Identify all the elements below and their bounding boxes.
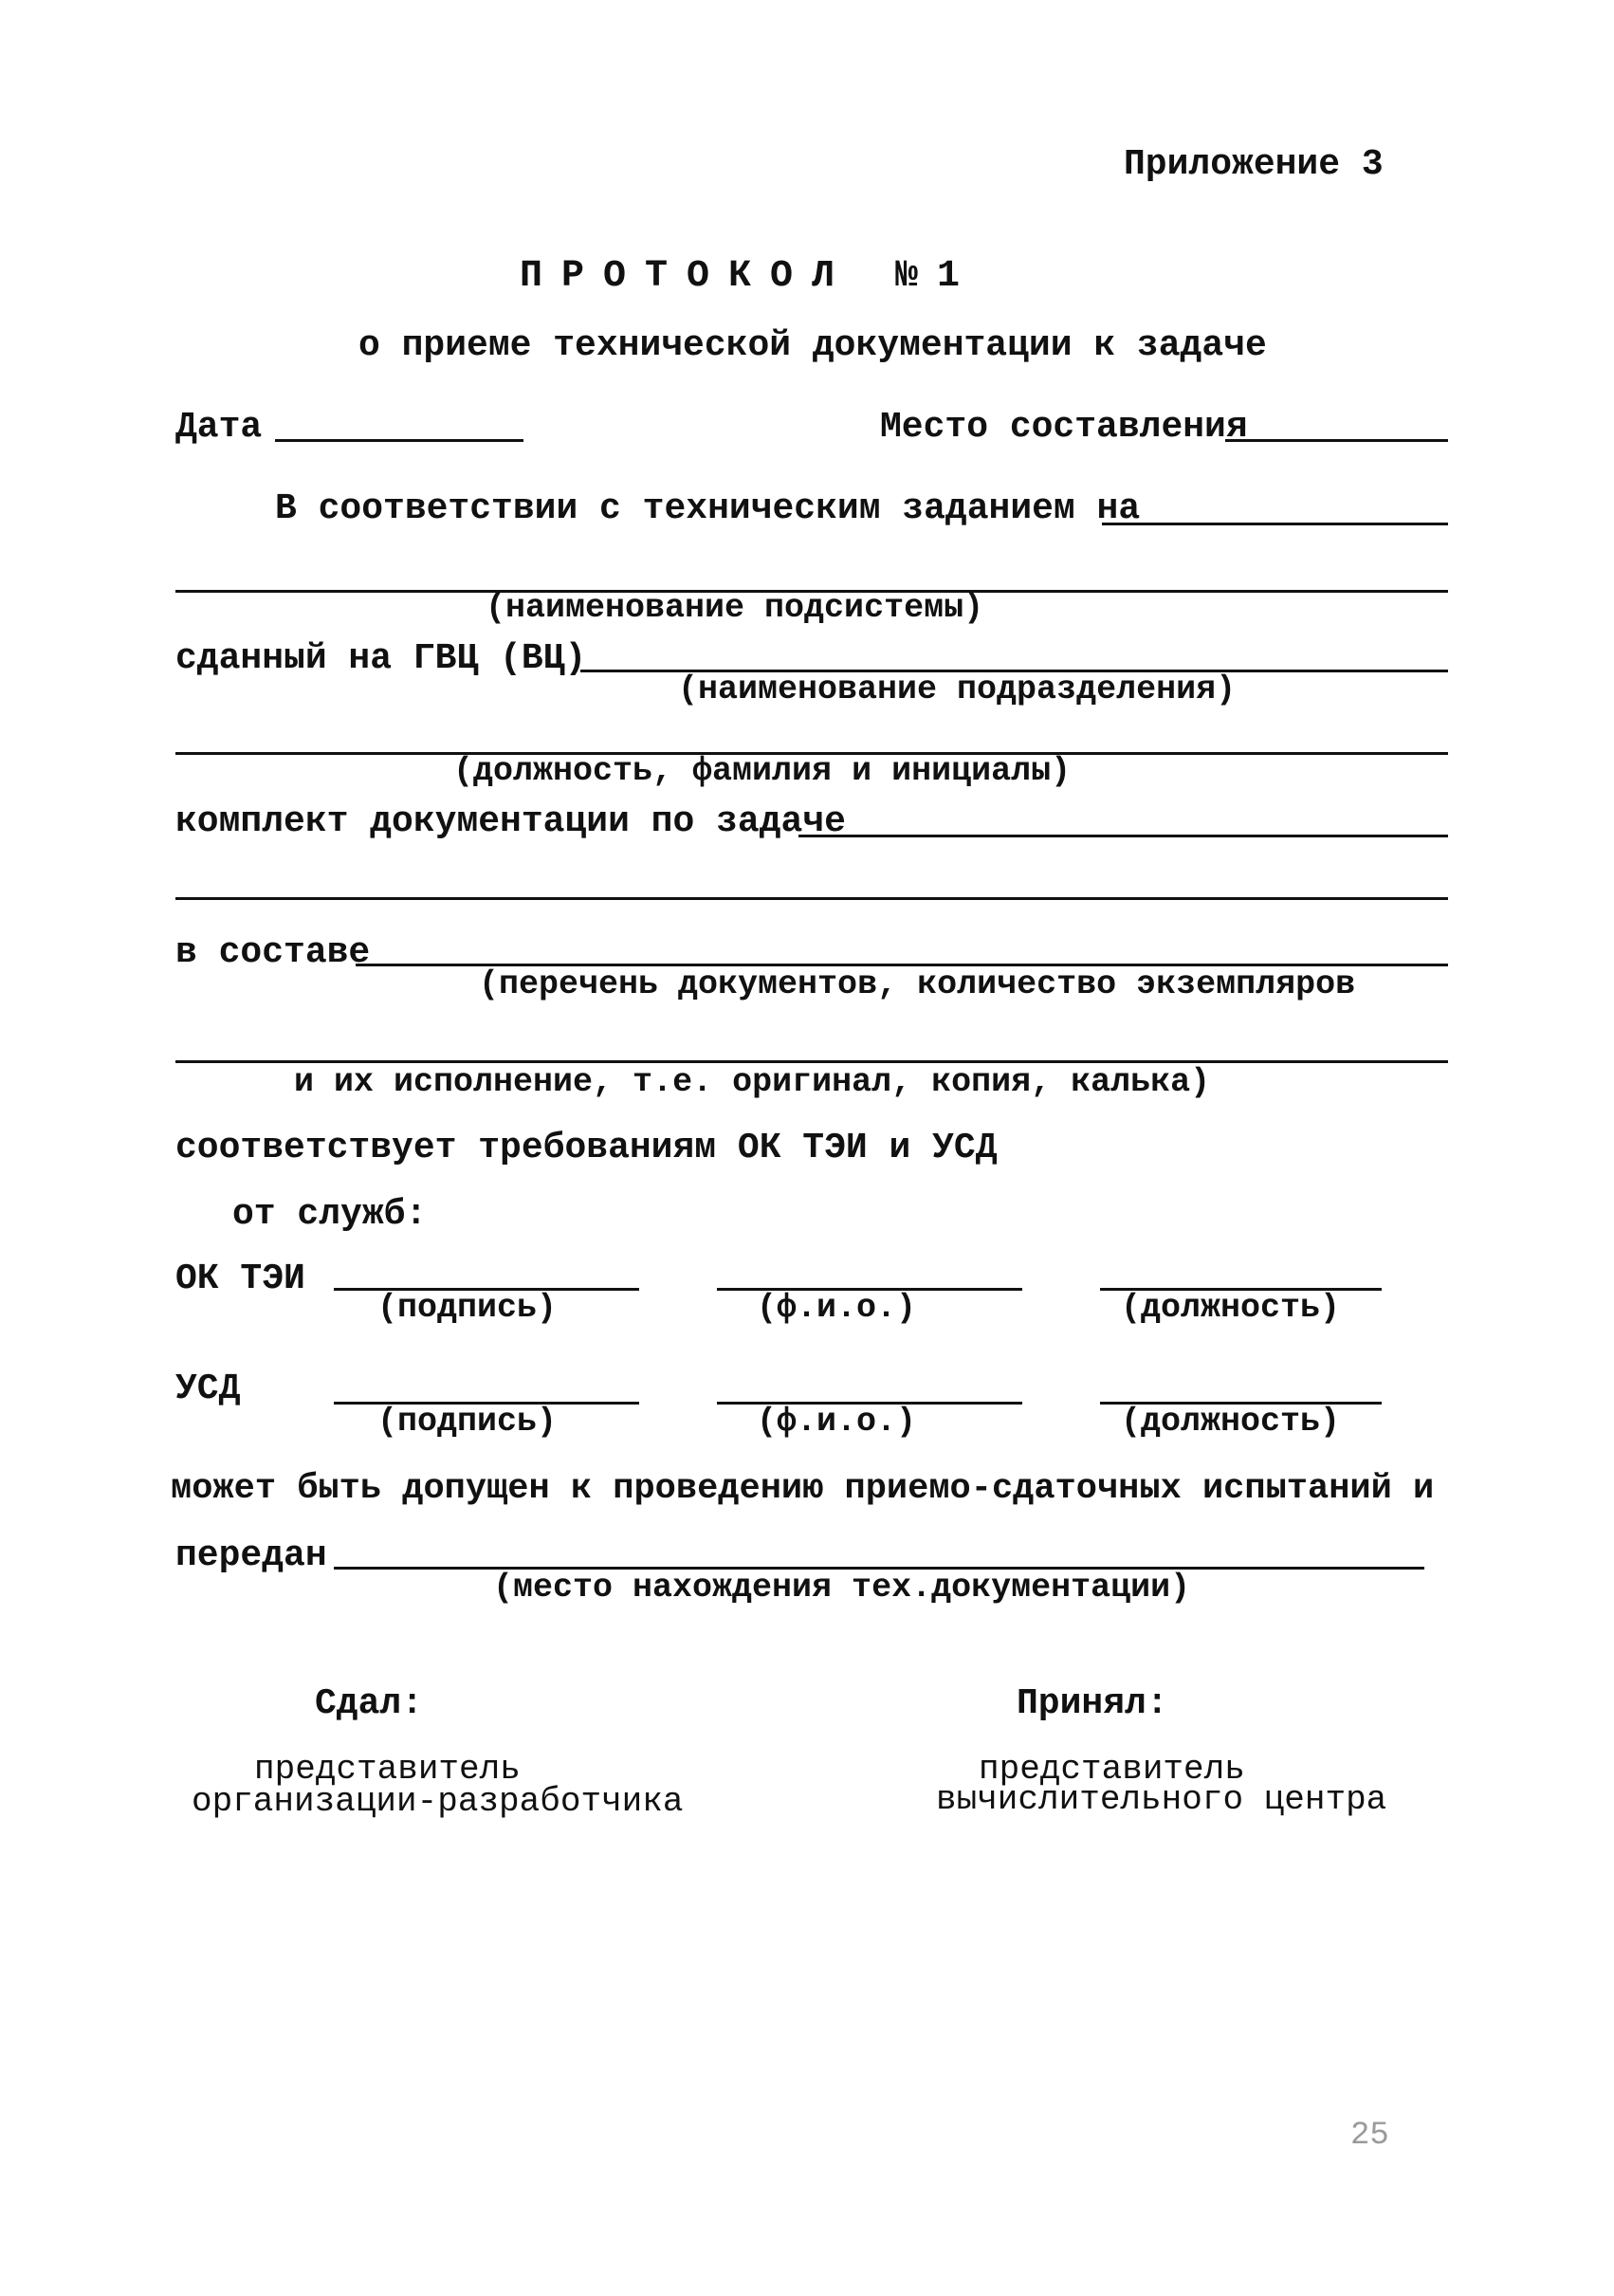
admission-text: может быть допущен к проведению приемо-сдаточных испытаний и (171, 1469, 1435, 1509)
signature-caption: (подпись) (377, 1403, 558, 1441)
transfer-label: передан (175, 1535, 327, 1576)
position-caption: (должность) (1121, 1403, 1341, 1441)
document-subtitle: о приеме технической документации к задаче (358, 325, 1267, 366)
composition-label: в составе (175, 932, 371, 973)
signatory-label: ОК ТЭИ (175, 1258, 305, 1299)
date-label: Дата (175, 407, 263, 448)
docs-caption-1: (перечень документов, количество экземпляров (479, 965, 1356, 1003)
name-caption: (ф.и.о.) (757, 1403, 917, 1441)
place-line[interactable] (1225, 439, 1448, 442)
received-label: Принял: (1017, 1683, 1168, 1724)
kit-label: комплект документации по задаче (175, 801, 846, 842)
docs-caption-2: и их исполнение, т.е. оригинал, копия, калька) (294, 1063, 1211, 1101)
division-caption: (наименование подразделения) (678, 670, 1237, 708)
intro-text: В соответствии с техническим заданием на (275, 488, 1141, 529)
tz-line[interactable] (1102, 523, 1448, 525)
gave-role-line-2: организации-разработчика (192, 1782, 684, 1821)
person-caption: (должность, фамилия и инициалы) (453, 752, 1072, 790)
kit-line[interactable] (798, 835, 1448, 837)
date-line[interactable] (275, 439, 523, 442)
from-services: от служб: (232, 1194, 428, 1235)
handed-label: сданный на ГВЦ (ВЦ) (175, 638, 587, 679)
received-role-line-1: представитель (979, 1750, 1245, 1789)
appendix-label: Приложение 3 (1124, 144, 1384, 185)
signature-caption: (подпись) (377, 1289, 558, 1327)
received-role-line-2: вычислительного центра (936, 1780, 1387, 1819)
document-title: ПРОТОКОЛ №1 (520, 255, 980, 298)
kit-line-2[interactable] (175, 897, 1448, 900)
position-caption: (должность) (1121, 1289, 1341, 1327)
gave-role-line-1: представитель (254, 1750, 521, 1789)
place-label: Место составления (880, 407, 1248, 448)
location-caption: (место нахождения тех.документации) (493, 1569, 1191, 1607)
subsystem-caption: (наименование подсистемы) (486, 589, 984, 627)
name-caption: (ф.и.о.) (757, 1289, 917, 1327)
page-number: 25 (1350, 2118, 1389, 2154)
gave-label: Сдал: (315, 1683, 424, 1724)
conformity-text: соответствует требованиям ОК ТЭИ и УСД (175, 1128, 998, 1168)
signatory-label: УСД (175, 1368, 241, 1409)
